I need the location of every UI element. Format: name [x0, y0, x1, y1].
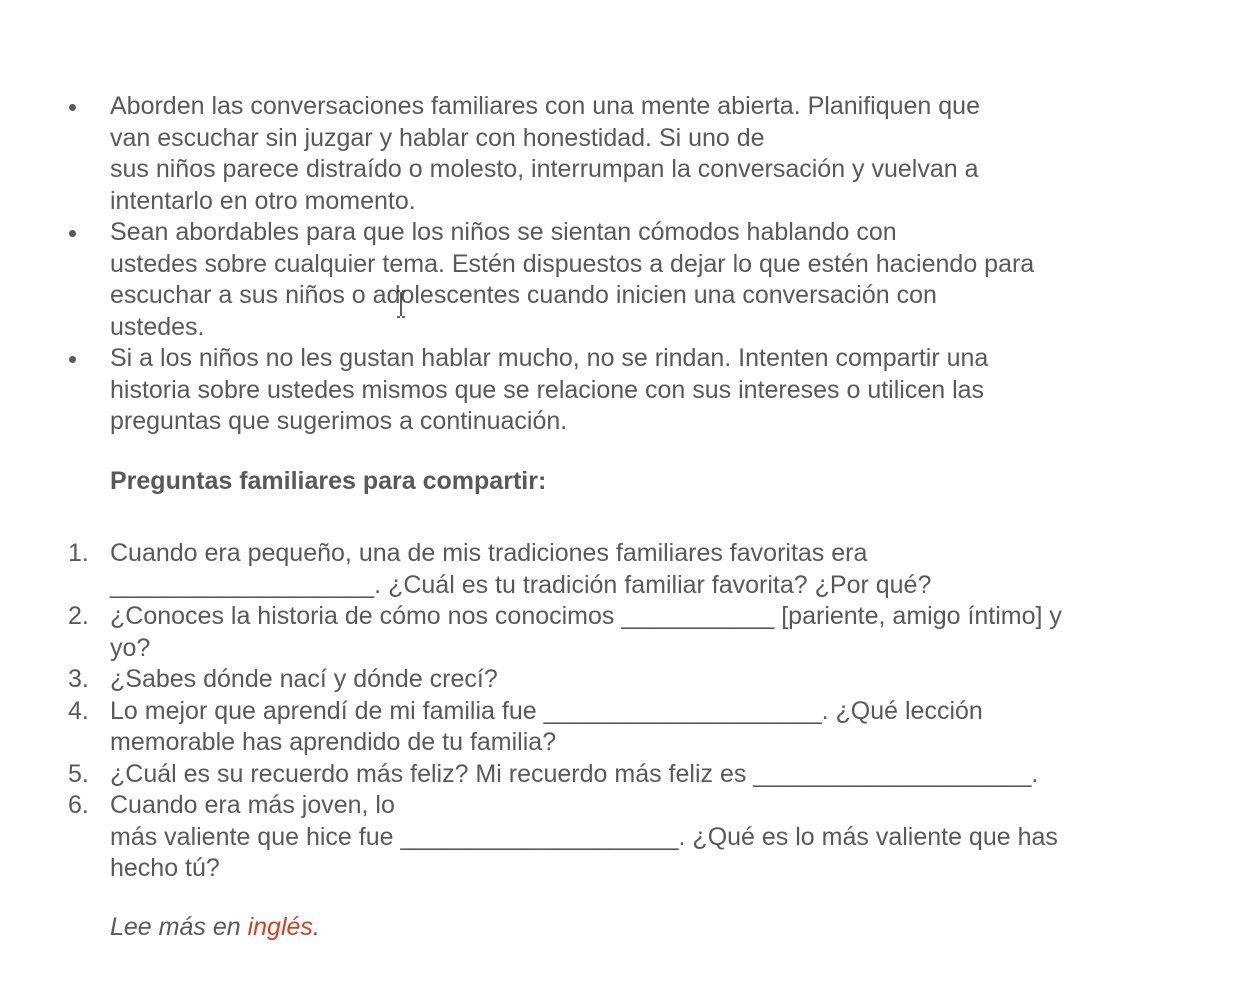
question-line: Lo mejor que aprendí de mi familia fue ____________________. ¿Qué lección — [110, 696, 983, 725]
document-body — [0, 91, 1242, 943]
tip-line: Si a los niños no les gustan hablar mucho, no se rindan. Intenten compartir una — [110, 344, 989, 372]
english-link[interactable]: inglés — [247, 912, 313, 941]
tip-line: van escuchar sin juzgar y hablar con honestidad. Si uno de — [110, 123, 765, 152]
tip-line: ustedes. — [110, 312, 205, 341]
question-line: Cuando era más joven, lo — [110, 791, 395, 819]
question-number: 6. — [68, 791, 89, 819]
question-line: Cuando era pequeño, una de mis tradiciones familiares favoritas era — [110, 539, 868, 567]
question-line: ¿Cuál es su recuerdo más feliz? Mi recuerdo más feliz es ____________________. — [110, 759, 1039, 788]
tip-item — [0, 343, 1242, 438]
question-line: más valiente que hice fue ____________________. ¿Qué es lo más valiente que has — [110, 822, 1058, 851]
tip-line: sus niños parece distraído o molesto, interrumpan la conversación y vuelvan a — [110, 155, 979, 183]
question-item — [0, 696, 1242, 759]
tip-line: intentarlo en otro momento. — [110, 186, 416, 215]
question-line: hecho tú? — [110, 854, 220, 882]
question-number: 2. — [68, 602, 89, 630]
question-number: 1. — [68, 539, 89, 567]
bullet-dot-icon — [69, 104, 76, 111]
tip-line: Aborden las conversaciones familiares con una mente abierta. Planifiquen que — [110, 92, 980, 120]
bullet-dot-icon — [69, 356, 76, 363]
question-number: 4. — [68, 696, 89, 725]
read-more-prefix: Lee más en — [110, 912, 248, 941]
questions-list — [0, 538, 1242, 885]
question-item — [0, 538, 1242, 601]
read-more-footer — [0, 912, 1242, 944]
question-item — [0, 759, 1242, 791]
section-heading: Preguntas familiares para compartir: — [110, 466, 547, 495]
question-line: yo? — [110, 633, 151, 662]
tip-line: Sean abordables para que los niños se sientan cómodos hablando con — [110, 218, 897, 246]
tips-list — [0, 91, 1242, 438]
question-number: 3. — [68, 665, 89, 693]
tip-line: historia sobre ustedes mismos que se relacione con sus intereses o utilicen las — [110, 375, 985, 404]
bullet-dot-icon — [69, 230, 76, 237]
tip-line: preguntas que sugerimos a continuación. — [110, 407, 568, 435]
question-number: 5. — [68, 759, 89, 788]
tip-line: ustedes sobre cualquier tema. Estén dispuestos a dejar lo que estén haciendo para — [110, 249, 1035, 278]
tip-item — [0, 217, 1242, 343]
question-line: ¿Conoces la historia de cómo nos conocimos ___________ [pariente, amigo íntimo] y — [110, 602, 1062, 630]
read-more-suffix: . — [312, 912, 320, 941]
question-line: ___________________. ¿Cuál es tu tradición familiar favorita? ¿Por qué? — [110, 570, 932, 599]
tip-item — [0, 91, 1242, 217]
question-item — [0, 601, 1242, 664]
question-item — [0, 664, 1242, 696]
question-line: ¿Sabes dónde nací y dónde crecí? — [110, 665, 498, 693]
question-line: memorable has aprendido de tu familia? — [110, 728, 557, 756]
text-cursor-ibeam-icon — [395, 290, 407, 318]
question-item — [0, 790, 1242, 885]
tip-line: escuchar a sus niños o adolescentes cuando inicien una conversación con — [110, 281, 937, 309]
